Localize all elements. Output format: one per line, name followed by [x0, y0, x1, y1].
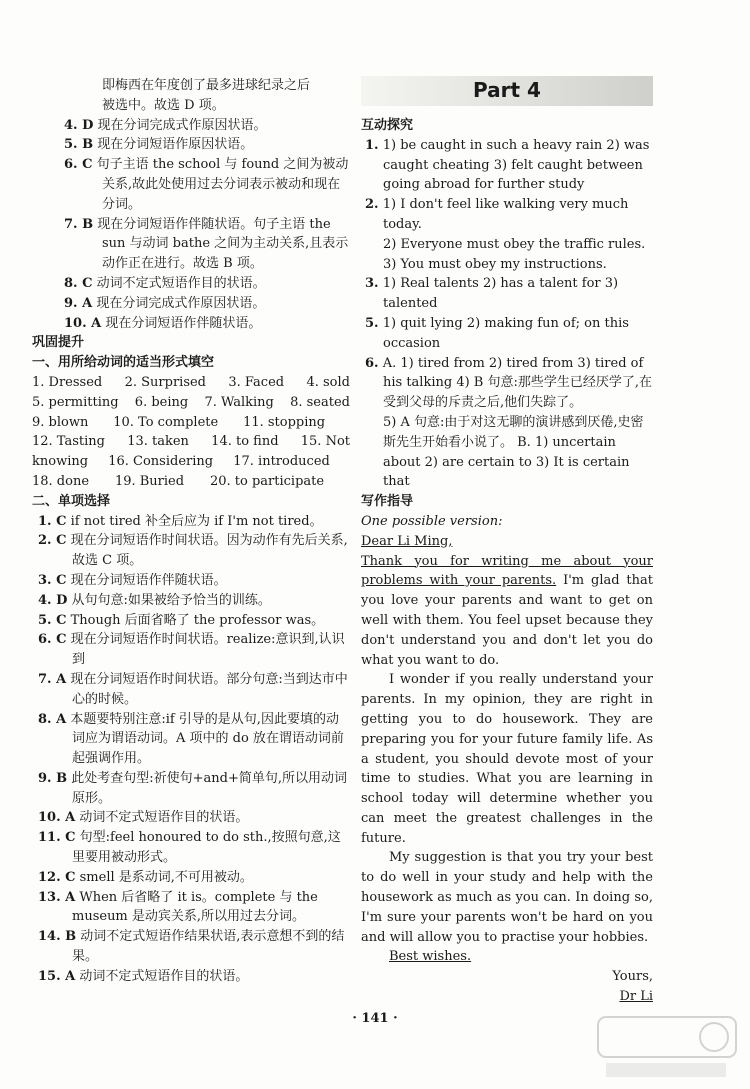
- item-number: 2.: [365, 197, 379, 213]
- item-text: Though 后面省略了 the professor was。: [70, 612, 325, 628]
- answer-item: [32, 314, 350, 334]
- answer-item: [32, 710, 350, 769]
- item-text: 现在分词短语作原因状语。: [97, 137, 254, 153]
- item-number: 7. B: [64, 216, 94, 232]
- signature: [361, 987, 653, 1007]
- item-number: 6.: [365, 355, 379, 371]
- item-text: 动词不定式短语作结果状语,表示意想不到的结果。: [72, 929, 345, 965]
- fill-answer: 19. Buried: [114, 473, 185, 489]
- fill-row: [32, 452, 350, 472]
- letter-paragraph-2: I wonder if you really understand your parents. In my opinion, they are right in getting you to do housework. They are preparing you for your future family life. As a student, you should devote most of your time to studies. What you are learning in school today will determine whether you can meet the greatest challenges in the future.: [361, 672, 653, 846]
- letter-paragraph-1: [361, 552, 653, 671]
- item-number: 14. B: [38, 929, 77, 945]
- fill-row: [32, 472, 350, 492]
- fill-answer: 10. To complete: [113, 414, 219, 430]
- watermark-logo: [592, 1013, 742, 1083]
- answer-item: [361, 274, 653, 314]
- item-number: 5. B: [64, 137, 94, 153]
- continued-line: 即梅西在年度创了最多进球纪录之后: [102, 78, 311, 93]
- answer-subline: 5) A 句意:由于对这无聊的演讲感到厌倦,史密斯先生开始看小说了。 B. 1) uncertain about 2) are certain to 3) It is certain that: [383, 414, 644, 490]
- fill-answer: 20. to participate: [209, 473, 325, 489]
- item-number: 12. C: [38, 869, 76, 885]
- underlined-sentence: Thank you for writing me about your problems with your parents.: [361, 553, 653, 589]
- item-text: if not tired 补全后应为 if I'm not tired。: [70, 513, 323, 529]
- fill-answer: 4. sold: [306, 374, 350, 390]
- fill-answer: 13. taken: [127, 434, 189, 450]
- answer-item: [32, 769, 350, 809]
- item-text: 现在分词短语作伴随状语。句子主语 the sun 与动词 bathe 之间为主动关系,且表示动作正在进行。故选 B 项。: [97, 216, 349, 272]
- fill-answer: 6. being: [134, 394, 189, 410]
- item-number: 15. A: [38, 968, 76, 984]
- answer-item: [361, 354, 653, 413]
- right-column: [361, 76, 653, 1007]
- item-number: 6. C: [64, 157, 93, 173]
- fill-answer: 1. Dressed: [32, 374, 103, 390]
- closing: [361, 947, 653, 967]
- item-number: 8. A: [38, 711, 67, 727]
- answer-item: [32, 215, 350, 274]
- item-text: 本题要特别注意:if 引导的是从句,因此要填的动词应为谓语动词。A 项中的 do 放在谓语动词前起强调作用。: [70, 711, 344, 767]
- item-text: 动词不定式短语作目的状语。: [96, 275, 266, 291]
- answer-item: [32, 808, 350, 828]
- item-number: 5.: [365, 315, 379, 331]
- item-number: 1.: [365, 137, 379, 153]
- answer-item: [32, 670, 350, 710]
- item-number: 3.: [365, 276, 379, 292]
- part-banner: [361, 76, 653, 106]
- answer-item: [32, 630, 350, 670]
- item-number: 3. C: [38, 572, 67, 588]
- item-number: 10. A: [38, 810, 76, 826]
- item-text: 现在分词完成式作原因状语。: [97, 117, 267, 133]
- fill-answer: 17. introduced: [233, 454, 330, 470]
- item-text: smell 是系动词,不可用被动。: [79, 869, 253, 885]
- fill-answer: 14. to find: [211, 434, 279, 450]
- item-text: 1) quit lying 2) making fun of; on this occasion: [382, 315, 629, 351]
- fill-answer: 2. Surprised: [124, 374, 207, 390]
- fill-answer: 9. blown: [32, 414, 89, 430]
- item-number: 10. A: [64, 315, 102, 331]
- item-number: 5. C: [38, 612, 67, 628]
- version-label: One possible version:: [361, 513, 503, 529]
- item-text: When 后省略了 it is。complete 与 the museum 是动宾关系,所以用过去分词。: [72, 889, 318, 925]
- item-number: 9. A: [64, 295, 93, 311]
- item-text: 从句句意:如果被给予恰当的训练。: [71, 592, 271, 608]
- section-heading: 写作指导: [361, 494, 414, 510]
- answer-item: [32, 116, 350, 136]
- item-text: 现在分词短语作伴随状语。: [70, 572, 227, 588]
- answer-item: [361, 195, 653, 235]
- fill-answer: knowing: [32, 454, 89, 470]
- item-text: 现在分词短语作时间状语。部分句意:当到达市中心的时候。: [70, 671, 348, 707]
- closing-text: Best wishes.: [389, 949, 472, 965]
- fill-row: [32, 432, 350, 452]
- item-text: A. 1) tired from 2) tired from 3) tired of his talking 4) B 句意:那些学生已经厌学了,在受到父母的斥责之后,他们失踪了。: [382, 355, 653, 411]
- item-number: 8. C: [64, 275, 93, 291]
- fill-answer: 3. Faced: [228, 374, 285, 390]
- fill-answer: 16. Considering: [108, 454, 214, 470]
- section-heading: 互动探究: [361, 118, 414, 133]
- fill-answer: 8. seated: [290, 394, 350, 410]
- fill-row: [32, 413, 350, 433]
- item-text: 动词不定式短语作目的状语。: [79, 968, 249, 984]
- item-text: 现在分词完成式作原因状语。: [96, 295, 266, 311]
- item-number: 11. C: [38, 830, 76, 846]
- item-text: 1) Real talents 2) has a talent for 3) talented: [382, 276, 619, 312]
- fill-answer: 15. Not: [300, 434, 350, 450]
- answer-item: [32, 611, 350, 631]
- answer-subline: 3) You must obey my instructions.: [383, 256, 607, 272]
- paragraph-text: I'm glad that you love your parents and want to get on well with them. You feel upset because they don't understand you and don't let you do what you want to do.: [361, 573, 654, 668]
- fill-answer: 18. done: [32, 473, 90, 489]
- letter-paragraph-3: My suggestion is that you try your best to do well in your study and help with the housework as much as you can. In doing so, I'm sure your parents won't be hard on you and will allow you to practise your hobbies.: [361, 850, 653, 945]
- item-text: 现在分词短语作时间状语。因为动作有先后关系,故选 C 项。: [70, 533, 348, 569]
- left-column: [32, 76, 350, 987]
- answer-item: [32, 888, 350, 928]
- item-text: 句型:feel honoured to do sth.,按照句意,这里要用被动形式。: [72, 830, 341, 866]
- continued-line: 被选中。故选 D 项。: [102, 97, 225, 113]
- item-number: 6. C: [38, 632, 67, 648]
- fill-row: [32, 373, 350, 393]
- item-text: 此处考查句型:祈使句+and+简单句,所以用动词原形。: [71, 770, 347, 806]
- item-text: 1) I don't feel like walking very much today.: [382, 197, 629, 232]
- fill-answer: 11. stopping: [243, 414, 326, 430]
- item-number: 1. C: [38, 513, 67, 529]
- answer-item: [32, 512, 350, 532]
- answer-subline: 2) Everyone must obey the traffic rules.: [383, 236, 646, 252]
- fill-answer: 5. permitting: [32, 394, 119, 410]
- item-text: 现在分词短语作时间状语。realize:意识到,认识到: [70, 632, 345, 668]
- section-heading: 一、用所给动词的适当形式填空: [32, 355, 215, 371]
- part-title: Part 4: [473, 78, 541, 103]
- salutation: Dear Li Ming,: [361, 533, 453, 549]
- answer-item: [32, 135, 350, 155]
- item-number: 7. A: [38, 671, 67, 687]
- section-heading: 巩固提升: [32, 335, 85, 351]
- answer-item: [361, 136, 653, 195]
- fill-answer: 7. Walking: [204, 394, 274, 410]
- answer-item: [32, 274, 350, 294]
- signature-text: Dr Li: [619, 989, 653, 1005]
- answer-item: [32, 294, 350, 314]
- item-text: 句子主语 the school 与 found 之间为被动关系,故此处使用过去分词表示被动和现在分词。: [96, 157, 349, 212]
- answer-item: [32, 155, 350, 214]
- item-number: 2. C: [38, 533, 67, 549]
- item-number: 13. A: [38, 889, 76, 905]
- answer-item: [32, 967, 350, 987]
- item-text: 动词不定式短语作目的状语。: [79, 810, 249, 826]
- item-number: 4. D: [38, 592, 68, 608]
- section-heading: 二、单项选择: [32, 493, 111, 509]
- answer-item: [32, 868, 350, 888]
- sign-off: Yours,: [612, 969, 653, 985]
- fill-answer: 12. Tasting: [32, 434, 105, 450]
- answer-item: [32, 531, 350, 571]
- sample-letter: [361, 532, 653, 1007]
- page-number: · 141 ·: [352, 1011, 398, 1026]
- item-number: 4. D: [64, 117, 94, 133]
- item-text: 1) be caught in such a heavy rain 2) was caught cheating 3) felt caught between going abroad for further study: [382, 137, 650, 193]
- answer-item: [32, 571, 350, 591]
- answer-item: [32, 927, 350, 967]
- item-number: 9. B: [38, 770, 68, 786]
- answer-item: [32, 828, 350, 868]
- item-text: 现在分词短语作伴随状语。: [105, 315, 262, 331]
- answer-item: [32, 591, 350, 611]
- fill-row: [32, 393, 350, 413]
- answer-item: [361, 314, 653, 354]
